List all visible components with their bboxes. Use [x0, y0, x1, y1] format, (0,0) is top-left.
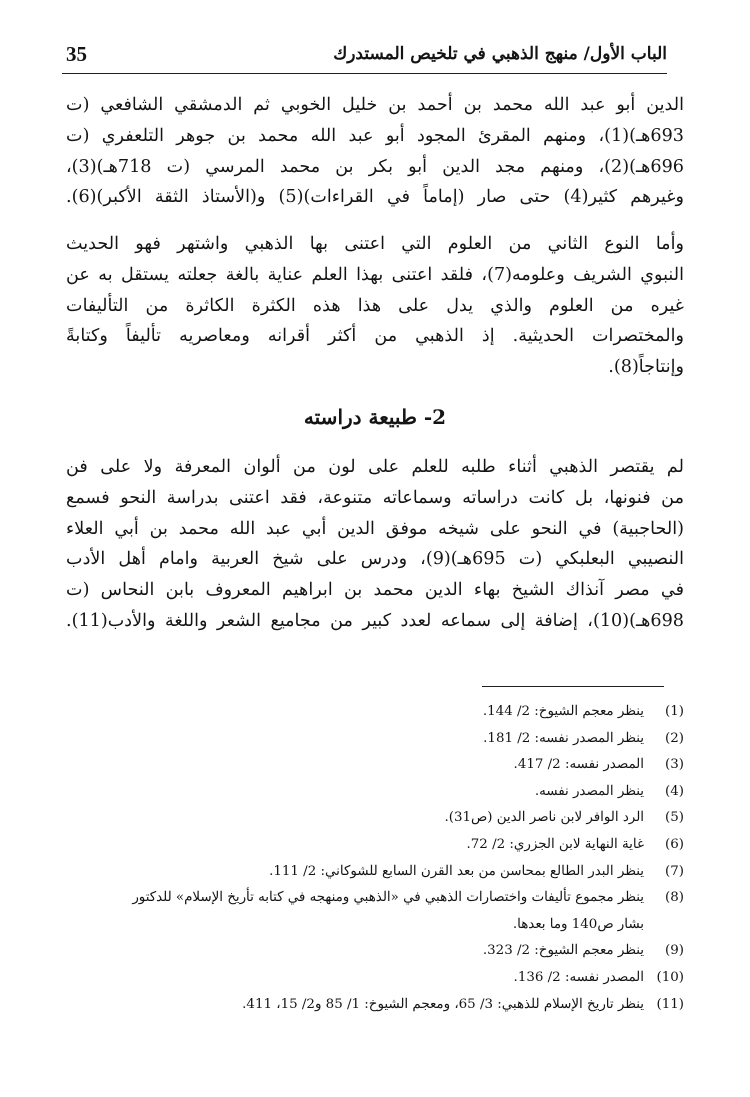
footnote-number: (2)	[665, 730, 684, 746]
footnote-text: المصدر نفسه: 2/ 136.	[513, 969, 644, 985]
footnote-number: (3)	[665, 757, 684, 773]
footnote-text: ينظر مجموع تأليفات واختصارات الذهبي في «الذهبي ومنهجه في كتابه تأريخ الإسلام» للدكتور	[132, 890, 644, 906]
footnote-8	[64, 885, 684, 912]
running-title: الباب الأول/ منهج الذهبي في تلخيص المستدرك	[333, 44, 667, 64]
footnote-separator	[482, 686, 664, 687]
footnote-6	[64, 832, 684, 859]
footnote-number: (10)	[656, 969, 684, 985]
footnote-text: ينظر المصدر نفسه: 2/ 181.	[483, 730, 644, 746]
paragraph-line: النبوي الشريف وعلومه(7)، فلقد اعتنى بهذا العلم عناية بالغة جعلته يستقل به عن	[66, 264, 684, 285]
paragraph-line: (الحاجبية) في النحو على شيخه موفق الدين أبي عبد الله محمد بن أبي العلاء	[66, 518, 684, 539]
footnote-9	[64, 938, 684, 965]
footnote-text: ينظر البدر الطالع بمحاسن من بعد القرن السابع للشوكاني: 2/ 111.	[269, 863, 644, 879]
footnote-7	[64, 859, 684, 886]
footnote-number: (5)	[665, 810, 684, 826]
paragraph-line: 693هـ)(1)، ومنهم المقرئ المجود أبو عبد الله محمد بن جوهر التلعفري (ت	[66, 125, 684, 146]
footnote-text: غاية النهاية لابن الجزري: 2/ 72.	[466, 836, 644, 852]
paragraph-1	[66, 90, 684, 213]
footnote-1	[64, 699, 684, 726]
footnote-text: الرد الوافر لابن ناصر الدين (ص31).	[444, 810, 644, 826]
section-heading: 2- طبيعة دراسته	[303, 405, 447, 429]
footnote-number: (11)	[656, 996, 684, 1012]
footnote-text: بشار ص140 وما بعدها.	[512, 916, 644, 932]
footnote-number: (7)	[665, 863, 684, 879]
paragraph-2	[66, 229, 684, 383]
footnote-2	[64, 726, 684, 753]
paragraph-3	[66, 452, 684, 637]
paragraph-line: 698هـ)(10)، إضافة إلى سماعه لعدد كبير من مجاميع الشعر واللغة والأدب(11).	[66, 610, 684, 631]
footnotes	[64, 699, 684, 1018]
footnote-8-continuation	[64, 912, 684, 939]
footnote-number: (6)	[665, 836, 684, 852]
page-header	[62, 40, 667, 70]
paragraph-line: الدين أبو عبد الله محمد بن أحمد بن خليل الخوبي ثم الدمشقي الشافعي (ت	[66, 95, 684, 115]
paragraph-line: 696هـ)(2)، ومنهم مجد الدين أبو بكر بن محمد المرسي (ت 718هـ)(3)،	[66, 156, 684, 177]
page-number: 35	[66, 42, 87, 66]
footnote-text: ينظر معجم الشيوخ: 2/ 323.	[482, 943, 644, 959]
footnote-4	[64, 779, 684, 806]
paragraph-line: في مصر آنذاك الشيخ بهاء الدين محمد بن ابراهيم المعروف بابن النحاس (ت	[66, 580, 684, 601]
paragraph-line: النصيبي البعلبكي (ت 695هـ)(9)، ودرس على شيخ العربية وامام أهل الأدب	[66, 549, 684, 570]
paragraph-line: وإنتاجاً(8).	[608, 357, 684, 378]
footnote-10	[64, 965, 684, 992]
footnote-3	[64, 752, 684, 779]
footnote-text: ينظر تاريخ الإسلام للذهبي: 3/ 65، ومعجم الشيوخ: 1/ 85 و2/ 15، 411.	[242, 996, 644, 1012]
footnote-number: (4)	[665, 783, 684, 799]
paragraph-line: لم يقتصر الذهبي أثناء طلبه للعلم على لون من ألوان المعرفة ولا على فن	[66, 457, 684, 477]
paragraph-line: والمختصرات الحديثية. إذ الذهبي من أكثر أقرانه ومعاصريه تأليفاً وكتابةً	[66, 326, 684, 347]
footnote-number: (9)	[665, 943, 684, 959]
header-rule	[62, 73, 667, 74]
paragraph-line: وغيرهم كثير(4) حتى صار (إماماً في القراءات)(5) و(الأستاذ الثقة الأكبر)(6).	[66, 187, 684, 208]
paragraph-line: وأما النوع الثاني من العلوم التي اعتنى بها الذهبي واشتهر فهو الحديث	[66, 234, 684, 254]
paragraph-line: من فنونها، بل كانت دراساته وسماعاته متنوعة، فقد اعتنى بدراسة النحو فسمع	[66, 487, 684, 508]
footnote-number: (1)	[665, 704, 684, 719]
paragraph-line: غيره من العلوم والذي يدل على هذا هذه الكثرة الكاثرة من التأليفات	[66, 295, 684, 316]
footnote-text: ينظر معجم الشيوخ: 2/ 144.	[482, 704, 644, 719]
footnote-11	[64, 992, 684, 1019]
footnote-text: ينظر المصدر نفسه.	[534, 783, 644, 799]
footnote-text: المصدر نفسه: 2/ 417.	[513, 757, 644, 773]
footnote-number: (8)	[665, 890, 684, 906]
footnote-5	[64, 805, 684, 832]
